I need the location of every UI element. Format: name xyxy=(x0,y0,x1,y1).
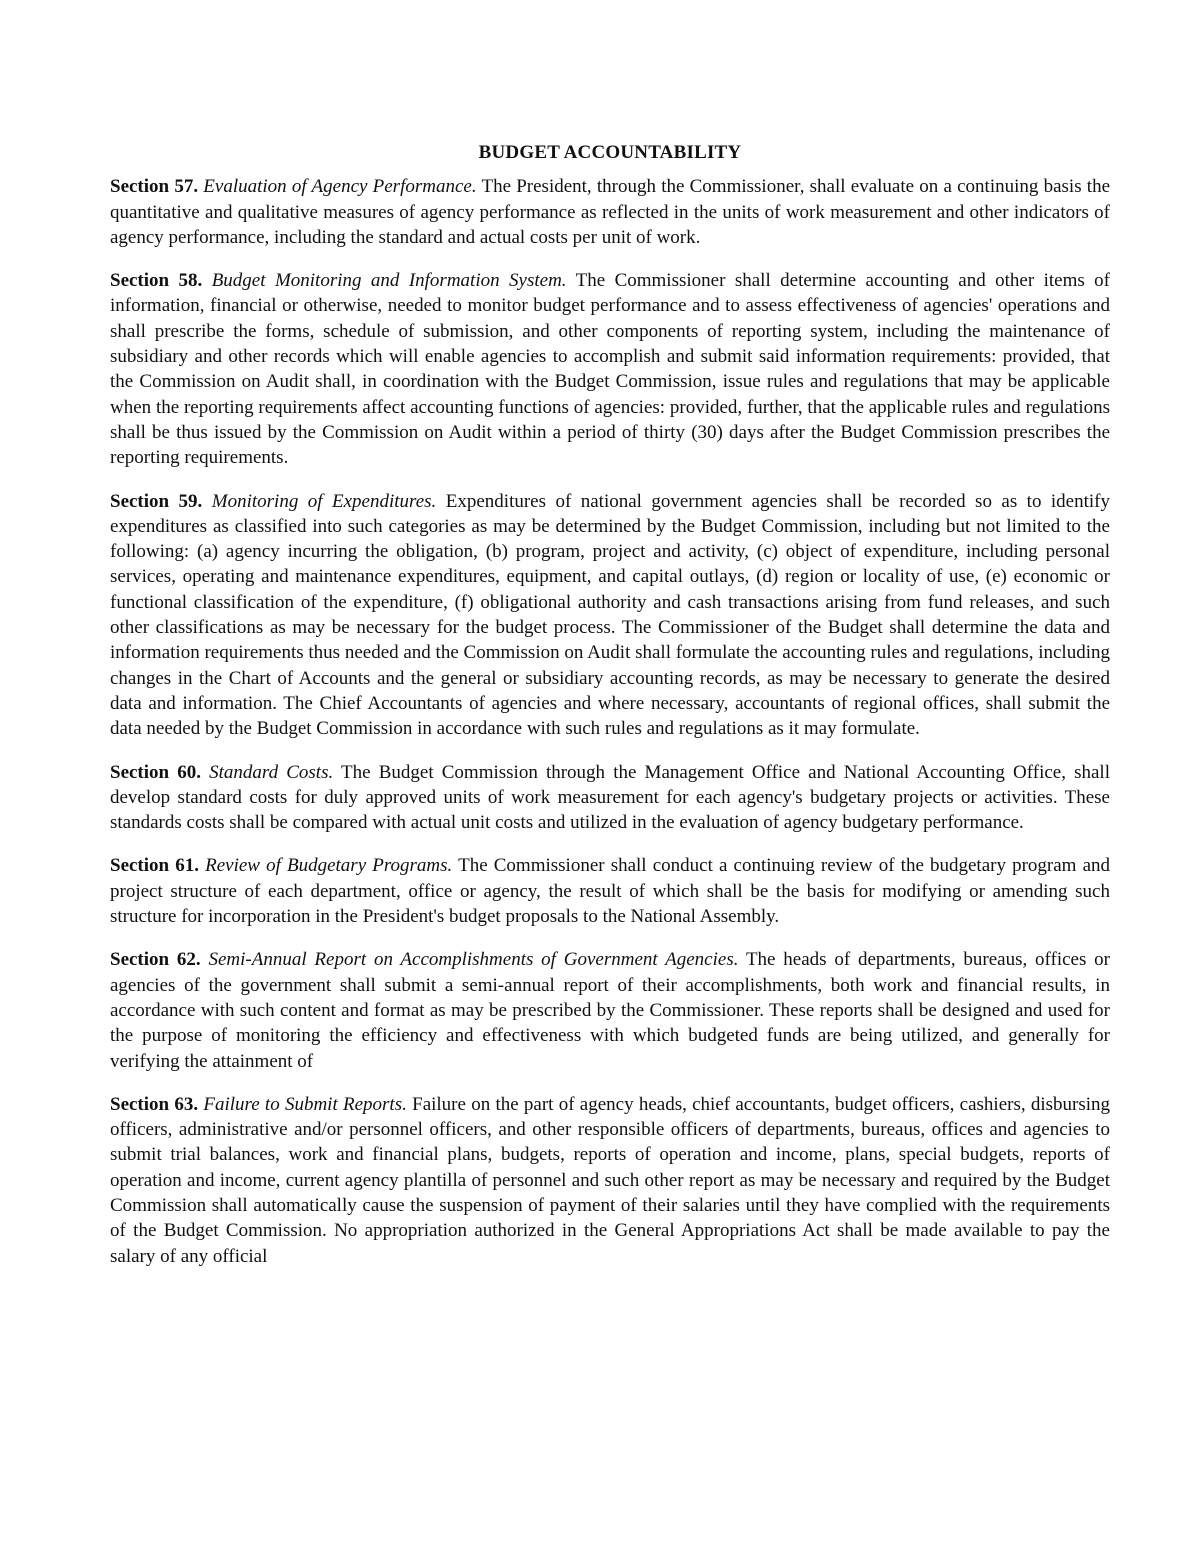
section-number: Section 62. xyxy=(110,949,201,971)
section-body: Failure on the part of agency heads, chief accountants, budget officers, cashiers, disbursing officers, administrative and/or personnel officers, and other responsible officers of departments, bureaus, offices and agencies to submit trial balances, work and financial plans, budgets, reports of operation and income, plans, special budgets, reports of operation and income, current agency plantilla of personnel and such other report as may be necessary and required by the Budget Commission shall automatically cause the suspension of payment of their salaries until they have complied with the requirements of the Budget Commission. No appropriation authorized in the General Appropriations Act shall be made available to pay the salary of any official xyxy=(110,1093,1111,1267)
section-body: The President, through the Commissioner, shall evaluate on a continuing basis the quantitative and qualitative measures of agency performance as reflected in the units of work measurement and other indicators of agency performance, including the standard and actual costs per unit of work. xyxy=(110,176,1111,248)
section-number: Section 57. xyxy=(110,176,199,198)
section-57 xyxy=(110,174,1110,250)
section-title: Evaluation of Agency Performance. xyxy=(203,176,477,198)
section-58 xyxy=(110,268,1110,470)
section-number: Section 58. xyxy=(110,270,203,292)
section-61 xyxy=(110,853,1110,929)
section-number: Section 61. xyxy=(110,855,199,877)
section-number: Section 63. xyxy=(110,1093,199,1115)
section-63 xyxy=(110,1092,1110,1269)
section-title: Monitoring of Expenditures. xyxy=(211,490,437,512)
document-title: BUDGET ACCOUNTABILITY xyxy=(478,142,742,163)
section-title: Budget Monitoring and Information System. xyxy=(211,270,567,292)
section-number: Section 59. xyxy=(110,490,203,512)
section-body: Expenditures of national government agencies shall be recorded so as to identify expenditures as classified into such categories as may be determined by the Budget Commission, including but not limited to the following: (a) agency incurring the obligation, (b) program, project and activity, (c) object of expenditure, including personal services, operating and maintenance expenditures, equipment, and capital outlays, (d) region or locality of use, (e) economic or functional classification of the expenditure, (f) obligational authority and cash transactions arising from fund releases, and such other classifications as may be necessary for the budget process. The Commissioner of the Budget shall determine the data and information requirements thus needed and the Commission on Audit shall formulate the accounting rules and regulations, including changes in the Chart of Accounts and the general or subsidiary accounting records, as may be necessary to generate the desired data and information. The Chief Accountants of agencies and where necessary, accountants of regional offices, shall submit the data needed by the Budget Commission in accordance with such rules and regulations as it may formulate. xyxy=(110,490,1110,740)
section-59 xyxy=(110,489,1110,742)
section-number: Section 60. xyxy=(110,761,201,783)
section-body: The Commissioner shall conduct a continuing review of the budgetary program and project structure of each department, office or agency, the result of which shall be the basis for modifying or amending such structure for incorporation in the President's budget proposals to the National Assembly. xyxy=(110,855,1110,928)
section-title: Semi-Annual Report on Accomplishments of Government Agencies. xyxy=(208,949,739,971)
section-title: Review of Budgetary Programs. xyxy=(205,855,453,877)
section-body: The Budget Commission through the Management Office and National Accounting Office, shall develop standard costs for duly approved units of work measurement for each agency's budgetary projects or activities. These standards costs shall be compared with actual unit costs and utilized in the evaluation of agency budgetary performance. xyxy=(110,761,1110,834)
document-page xyxy=(110,140,1110,1287)
section-60 xyxy=(110,760,1110,836)
section-62 xyxy=(110,947,1110,1073)
section-body: The heads of departments, bureaus, offices or agencies of the government shall submit a semi-annual report of their accomplishments, both work and financial results, in accordance with such content and format as may be prescribed by the Commissioner. These reports shall be designed and used for the purpose of monitoring the efficiency and effectiveness with which budgeted funds are being utilized, and generally for verifying the attainment of xyxy=(110,949,1111,1072)
section-title: Failure to Submit Reports. xyxy=(203,1093,407,1115)
section-title: Standard Costs. xyxy=(209,761,334,783)
section-body: The Commissioner shall determine accounting and other items of information, financial or otherwise, needed to monitor budget performance and to assess effectiveness of agencies' operations and shall prescribe the forms, schedule of submission, and other components of reporting system, including the maintenance of subsidiary and other records which will enable agencies to accomplish and submit said information requirements: provided, that the Commission on Audit shall, in coordination with the Budget Commission, issue rules and regulations that may be applicable when the reporting requirements affect accounting functions of agencies: provided, further, that the applicable rules and regulations shall be thus issued by the Commission on Audit within a period of thirty (30) days after the Budget Commission prescribes the reporting requirements. xyxy=(110,270,1111,469)
